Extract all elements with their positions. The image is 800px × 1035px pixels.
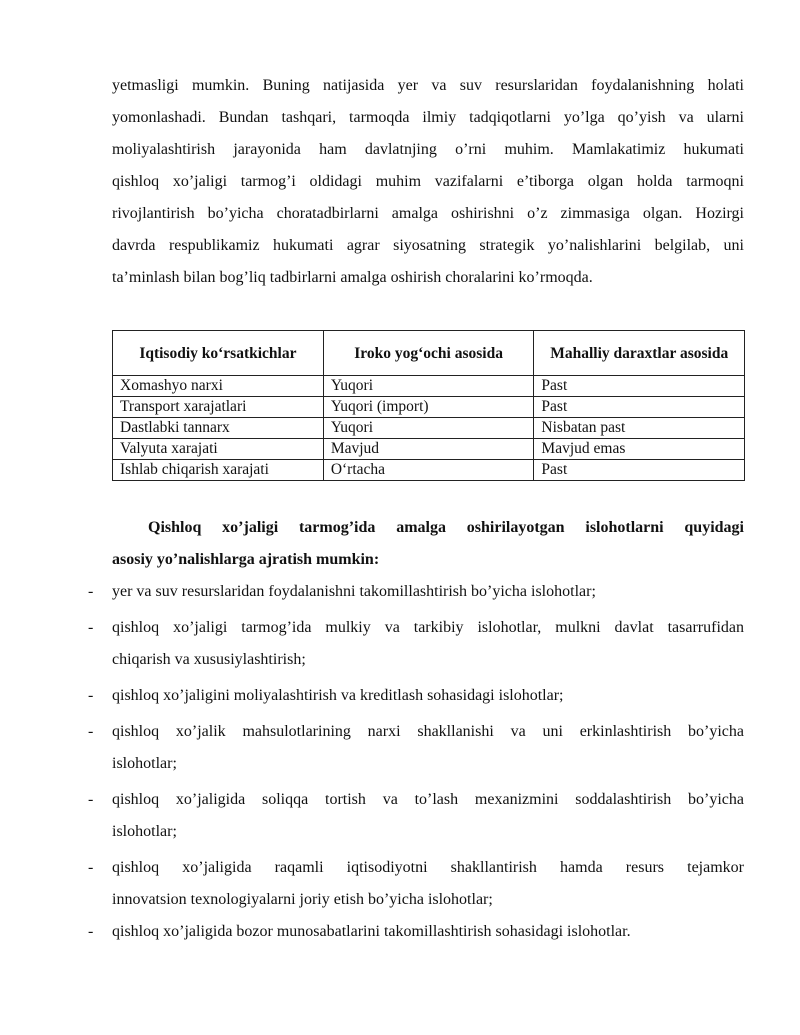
paragraph-line: davrda respublikamiz hukumati agrar siyosatning strategik yo’nalishlarini belgilab, uni (112, 237, 744, 254)
list-item-text: islohotlar; (112, 823, 177, 840)
column-header-iroko: Iroko yog‘ochi asosida (323, 331, 534, 376)
paragraph-line: yetmasligi mumkin. Buning natijasida yer va suv resurslaridan foydalanishning holati (112, 77, 744, 94)
table-cell: Yuqori (import) (323, 397, 534, 418)
list-item-text: qishloq xo’jalik mahsulotlarining narxi shakllanishi va uni erkinlashtirish bo’yicha (112, 723, 744, 740)
section-heading (112, 512, 744, 576)
list-item (0, 852, 744, 916)
paragraph-line: qishloq xo’jaligi tarmog’i oldidagi muhim vazifalarni e’tiborga olgan holda tarmoqni (112, 173, 744, 190)
table-cell: Mavjud (323, 439, 534, 460)
table-cell: Mavjud emas (534, 439, 745, 460)
table-cell: Xomashyo narxi (113, 376, 324, 397)
table-cell: Past (534, 397, 745, 418)
dash-bullet: - (88, 859, 94, 876)
table-cell: Past (534, 460, 745, 481)
dash-bullet: - (88, 583, 94, 600)
table-cell: Transport xarajatlari (113, 397, 324, 418)
list-item-text: qishloq xo’jaligida raqamli iqtisodiyotni shakllantirish hamda resurs tejamkor (112, 859, 744, 876)
list-item-text: qishloq xo’jaligida bozor munosabatlarini takomillashtirish sohasidagi islohotlar. (112, 923, 631, 940)
table-cell: Past (534, 376, 745, 397)
paragraph-line: rivojlantirish bo’yicha choratadbirlarni amalga oshirishni o’z zimmasiga olgan. Hozirgi (112, 205, 744, 222)
list-item-text: chiqarish va xususiylashtirish; (112, 651, 306, 668)
reform-directions-list (0, 576, 800, 948)
table-cell: Yuqori (323, 376, 534, 397)
list-item (0, 716, 744, 780)
table-row (113, 376, 745, 397)
table-cell: Yuqori (323, 418, 534, 439)
dash-bullet: - (88, 923, 94, 940)
list-item (0, 784, 744, 848)
list-item-text: qishloq xo’jaligi tarmog’ida mulkiy va tarkibiy islohotlar, mulkni davlat tasarrufidan (112, 619, 744, 636)
dash-bullet: - (88, 619, 94, 636)
intro-paragraph (112, 70, 744, 294)
column-header-indicators: Iqtisodiy ko‘rsatkichlar (113, 331, 324, 376)
table-cell: O‘rtacha (323, 460, 534, 481)
list-item-text: innovatsion texnologiyalarni joriy etish bo’yicha islohotlar; (112, 891, 493, 908)
dash-bullet: - (88, 687, 94, 704)
list-item-text: yer va suv resurslaridan foydalanishni takomillashtirish bo’yicha islohotlar; (112, 583, 596, 600)
list-item-text: islohotlar; (112, 755, 177, 772)
paragraph-line: moliyalashtirish jarayonida ham davlatnjing o’rni muhim. Mamlakatimiz hukumati (112, 141, 744, 158)
table-cell: Ishlab chiqarish xarajati (113, 460, 324, 481)
table-cell: Nisbatan past (534, 418, 745, 439)
column-header-local-trees: Mahalliy daraxtlar asosida (534, 331, 745, 376)
list-item (0, 612, 744, 676)
list-item-text: qishloq xo’jaligida soliqqa tortish va to’lash mexanizmini soddalashtirish bo’yicha (112, 791, 744, 808)
list-item (0, 576, 744, 608)
list-item (0, 680, 744, 712)
paragraph-line: yomonlashadi. Bundan tashqari, tarmoqda ilmiy tadqiqotlarni yo’lga qo’yish va ularni (112, 109, 744, 126)
table-cell: Valyuta xarajati (113, 439, 324, 460)
table-row (113, 418, 745, 439)
table-row (113, 460, 745, 481)
dash-bullet: - (88, 791, 94, 808)
table-cell: Dastlabki tannarx (113, 418, 324, 439)
list-item (0, 916, 744, 948)
paragraph-line: ta’minlash bilan bog’liq tadbirlarni amalga oshirish choralarini ko’rmoqda. (112, 269, 593, 286)
table-row (113, 397, 745, 418)
heading-line: Qishloq xo’jaligi tarmog’ida amalga oshirilayotgan islohotlarni quyidagi (148, 519, 744, 536)
table-row (113, 439, 745, 460)
list-item-text: qishloq xo’jaligini moliyalashtirish va kreditlash sohasidagi islohotlar; (112, 687, 564, 704)
table-header-row (113, 331, 745, 376)
comparison-table (112, 330, 745, 481)
dash-bullet: - (88, 723, 94, 740)
heading-line: asosiy yo’nalishlarga ajratish mumkin: (112, 551, 380, 568)
